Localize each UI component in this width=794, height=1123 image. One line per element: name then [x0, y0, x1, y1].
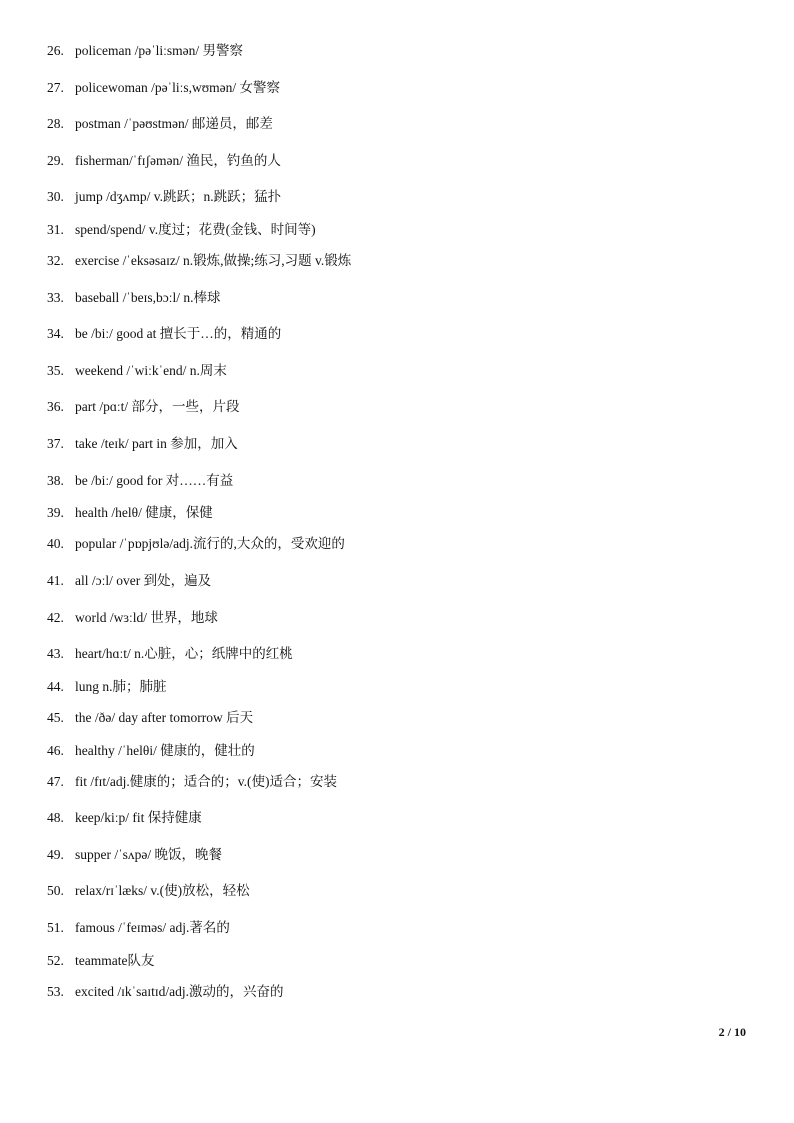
entry-number: 35. — [47, 363, 64, 378]
entry-number: 38. — [47, 473, 64, 488]
entry-text: excited /ɪkˈsaɪtɪd/adj.激动的，兴奋的 — [75, 984, 284, 999]
entry-text: policeman /pəˈliːsmən/ 男警察 — [75, 43, 243, 58]
entry-number: 47. — [47, 774, 64, 789]
entry-number: 40. — [47, 536, 64, 551]
vocab-entry-52 — [47, 951, 767, 971]
entry-number: 41. — [47, 573, 64, 588]
page-number: 2 / 10 — [718, 1025, 746, 1039]
entry-text: part /pɑːt/ 部分，一些，片段 — [75, 399, 240, 414]
entry-text: supper /ˈsʌpə/ 晚饭，晚餐 — [75, 847, 222, 862]
entry-number: 27. — [47, 80, 64, 95]
entry-text: policewoman /pəˈliːs,wʊmən/ 女警察 — [75, 80, 280, 95]
vocab-entry-29 — [47, 151, 767, 171]
vocab-entry-49 — [47, 845, 767, 865]
entry-number: 29. — [47, 153, 64, 168]
entry-number: 48. — [47, 810, 64, 825]
entry-text: healthy /ˈhelθi/ 健康的，健壮的 — [75, 743, 255, 758]
entry-text: heart/hɑːt/ n.心脏，心；纸牌中的红桃 — [75, 646, 293, 661]
vocab-entry-42 — [47, 608, 767, 628]
entry-number: 46. — [47, 743, 64, 758]
vocab-entry-34 — [47, 324, 767, 344]
entry-text: health /helθ/ 健康，保健 — [75, 505, 213, 520]
entry-number: 36. — [47, 399, 64, 414]
vocab-entry-53 — [47, 982, 767, 1002]
vocab-entry-33 — [47, 288, 767, 308]
entry-number: 45. — [47, 710, 64, 725]
entry-text: lung n.肺；肺脏 — [75, 679, 167, 694]
entry-text: world /wɜːld/ 世界，地球 — [75, 610, 218, 625]
vocab-entry-51 — [47, 918, 767, 938]
entry-number: 32. — [47, 253, 64, 268]
entry-number: 51. — [47, 920, 64, 935]
vocab-entry-36 — [47, 397, 767, 417]
vocab-entry-50 — [47, 881, 767, 901]
entry-text: postman /ˈpəʊstmən/ 邮递员，邮差 — [75, 116, 273, 131]
vocab-entry-27 — [47, 78, 767, 98]
vocab-entry-40 — [47, 534, 767, 554]
entry-text: exercise /ˈeksəsaɪz/ n.锻炼,做操;练习,习题 v.锻炼 — [75, 253, 352, 268]
entry-text: spend/spend/ v.度过；花费(金钱、时间等) — [75, 222, 316, 237]
entry-number: 31. — [47, 222, 64, 237]
entry-number: 52. — [47, 953, 64, 968]
entry-number: 42. — [47, 610, 64, 625]
entry-text: popular /ˈpɒpjʊlə/adj.流行的,大众的，受欢迎的 — [75, 536, 345, 551]
entry-text: teammate队友 — [75, 953, 155, 968]
vocab-entry-38 — [47, 471, 767, 491]
entry-number: 28. — [47, 116, 64, 131]
vocab-entry-47 — [47, 772, 767, 792]
vocab-entry-46 — [47, 741, 767, 761]
entry-text: relax/rɪˈlæks/ v.(使)放松，轻松 — [75, 883, 250, 898]
entry-text: be /biː/ good at 擅长于…的，精通的 — [75, 326, 282, 341]
entry-text: be /biː/ good for 对……有益 — [75, 473, 234, 488]
vocab-entry-31 — [47, 220, 767, 240]
entry-number: 49. — [47, 847, 64, 862]
entry-text: take /teɪk/ part in 参加，加入 — [75, 436, 238, 451]
vocab-entry-37 — [47, 434, 767, 454]
entry-number: 33. — [47, 290, 64, 305]
vocab-entry-39 — [47, 503, 767, 523]
vocab-entry-43 — [47, 644, 767, 664]
entry-text: the /ðə/ day after tomorrow 后天 — [75, 710, 254, 725]
entry-text: keep/kiːp/ fit 保持健康 — [75, 810, 202, 825]
vocab-entry-45 — [47, 708, 767, 728]
vocab-entry-26 — [47, 41, 767, 61]
entry-text: fisherman/ˈfɪʃəmən/ 渔民，钓鱼的人 — [75, 153, 281, 168]
entry-number: 43. — [47, 646, 64, 661]
entry-number: 39. — [47, 505, 64, 520]
entry-number: 30. — [47, 189, 64, 204]
vocab-entry-35 — [47, 361, 767, 381]
entry-number: 53. — [47, 984, 64, 999]
vocab-entry-41 — [47, 571, 767, 591]
entry-text: jump /dʒʌmp/ v.跳跃；n.跳跃；猛扑 — [75, 189, 282, 204]
entry-number: 37. — [47, 436, 64, 451]
vocab-entry-32 — [47, 251, 767, 271]
entry-text: famous /ˈfeɪməs/ adj.著名的 — [75, 920, 230, 935]
entry-text: weekend /ˈwiːkˈend/ n.周末 — [75, 363, 227, 378]
vocab-entry-48 — [47, 808, 767, 828]
entry-text: fit /fɪt/adj.健康的；适合的；v.(使)适合；安装 — [75, 774, 337, 789]
entry-number: 34. — [47, 326, 64, 341]
entry-text: baseball /ˈbeɪs,bɔːl/ n.棒球 — [75, 290, 221, 305]
entry-number: 50. — [47, 883, 64, 898]
entry-text: all /ɔːl/ over 到处，遍及 — [75, 573, 212, 588]
entry-number: 26. — [47, 43, 64, 58]
entry-number: 44. — [47, 679, 64, 694]
vocab-entry-44 — [47, 677, 767, 697]
vocab-entry-30 — [47, 187, 767, 207]
vocab-entry-28 — [47, 114, 767, 134]
